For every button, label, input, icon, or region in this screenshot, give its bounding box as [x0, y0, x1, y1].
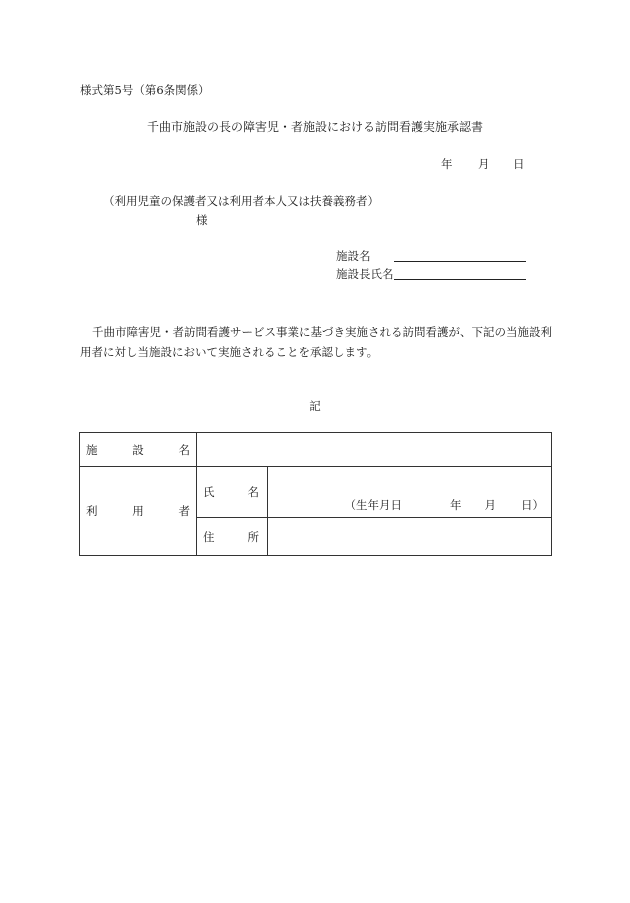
document-title: 千曲市施設の長の障害児・者施設における訪問看護実施承認書	[146, 120, 483, 134]
date-month: 月	[478, 157, 490, 171]
name-label-cell	[197, 467, 268, 518]
dob-open-label: （生年月日	[344, 498, 402, 512]
info-table	[79, 432, 552, 556]
facility-name-underline	[394, 261, 526, 262]
dob-year-label: 年	[450, 498, 462, 512]
director-name-underline	[394, 279, 526, 280]
address-label-char: 住	[203, 529, 215, 544]
dob-day-label: 日）	[521, 498, 544, 512]
user-label-char: 利	[86, 504, 98, 518]
address-label-cell	[197, 518, 268, 556]
facility-label-cell	[80, 433, 197, 467]
facility-name-field[interactable]	[336, 248, 526, 264]
name-label-char: 名	[247, 485, 259, 499]
dob-month-label: 月	[484, 498, 496, 512]
director-name-field[interactable]	[336, 266, 526, 282]
name-value-cell[interactable]	[268, 467, 552, 518]
dob-line	[268, 497, 551, 517]
director-name-label: 施設長氏名	[336, 267, 394, 281]
honorific: 様	[196, 213, 208, 227]
date-year: 年	[441, 157, 453, 171]
date-day: 日	[513, 157, 525, 171]
address-label-char: 所	[247, 529, 259, 544]
facility-row	[80, 433, 552, 467]
recipient-line: （利用児童の保護者又は利用者本人又は扶養義務者）	[103, 194, 379, 208]
address-value-cell[interactable]	[268, 518, 552, 556]
form-number: 様式第5号（第6条関係）	[80, 83, 210, 97]
facility-value-cell[interactable]	[197, 433, 552, 467]
user-label-cell	[80, 467, 197, 556]
facility-name-label: 施設名	[336, 249, 371, 263]
facility-label-char: 施	[86, 442, 98, 457]
user-label-char: 用	[132, 504, 144, 518]
user-label-char: 者	[178, 504, 190, 518]
approval-statement: 千曲市障害児・者訪問看護サービス事業に基づき実施される訪問看護が、下記の当施設利用者に対し当施設において実施されることを承認します。	[80, 325, 552, 359]
name-label-char: 氏	[203, 485, 215, 499]
user-name-row	[80, 467, 552, 518]
facility-label-char: 設	[132, 442, 144, 457]
ki-heading: 記	[309, 399, 321, 413]
facility-label-char: 名	[178, 442, 190, 457]
